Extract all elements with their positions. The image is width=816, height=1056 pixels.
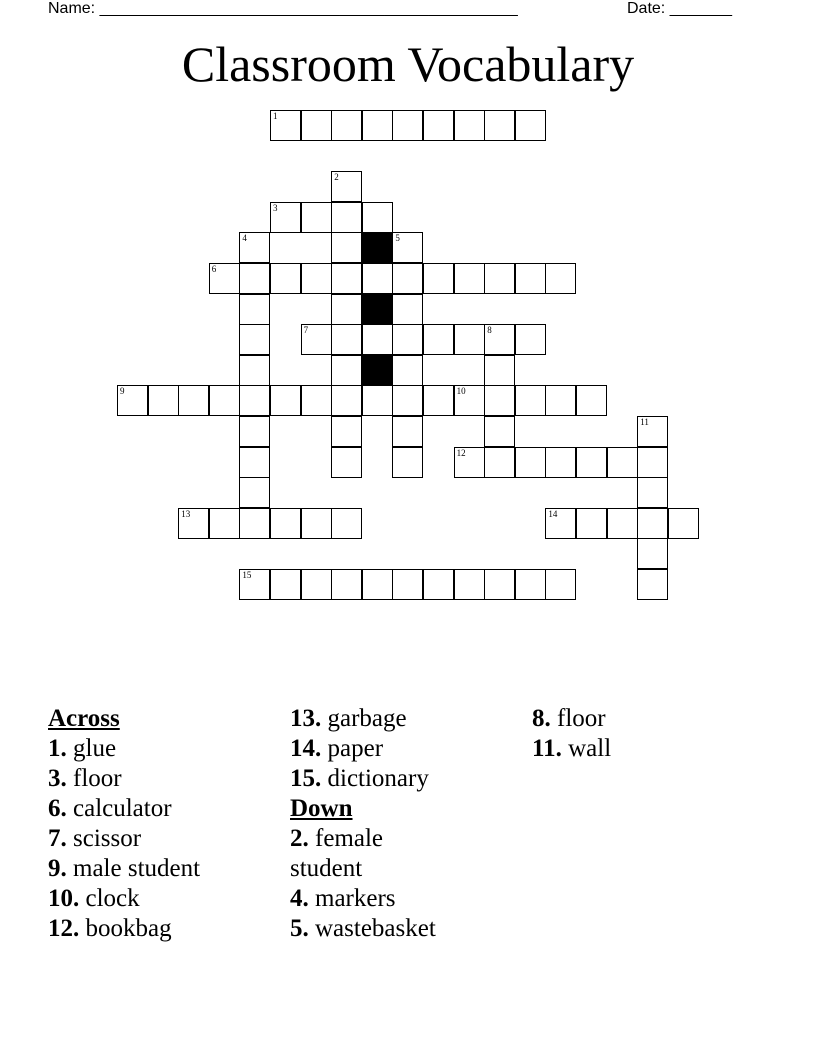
clue-number-label: 1: [273, 111, 278, 121]
grid-cell[interactable]: [545, 385, 576, 416]
clue-across-14: [290, 734, 520, 764]
grid-cell[interactable]: [331, 355, 362, 386]
grid-cell[interactable]: [515, 569, 546, 600]
grid-cell[interactable]: [270, 385, 301, 416]
grid-cell[interactable]: [545, 569, 576, 600]
grid-cell[interactable]: [454, 110, 485, 141]
grid-cell[interactable]: [484, 569, 515, 600]
clue-number-label: 14: [548, 508, 558, 519]
grid-cell[interactable]: [239, 355, 270, 386]
clue-text: floor: [73, 765, 122, 792]
clue-down-2: [290, 824, 440, 884]
grid-cell[interactable]: [331, 508, 362, 539]
grid-cell[interactable]: [301, 110, 332, 141]
grid-cell[interactable]: [362, 324, 393, 355]
grid-cell[interactable]: [239, 569, 270, 600]
grid-cell[interactable]: [331, 385, 362, 416]
clue-number-label: 6: [211, 264, 217, 274]
clue-number-label: 13: [181, 508, 191, 519]
grid-cell[interactable]: [423, 324, 454, 355]
clue-number: 15.: [290, 765, 322, 792]
clue-number-label: 9: [120, 386, 125, 397]
clue-text: garbage: [327, 705, 407, 732]
grid-cell[interactable]: [392, 232, 423, 263]
grid-cell[interactable]: [239, 263, 270, 294]
clue-column-3: [532, 704, 762, 764]
clue-text: floor: [557, 705, 606, 732]
clue-number: 7.: [48, 825, 67, 852]
grid-cell[interactable]: [239, 508, 270, 539]
grid-cell[interactable]: [331, 110, 362, 141]
name-field: Name: _______________________________________________: [48, 0, 518, 17]
clue-text: scissor: [73, 825, 142, 852]
clue-across-13: [290, 704, 520, 734]
clue-text: glue: [73, 735, 117, 762]
grid-cell[interactable]: [637, 477, 668, 508]
grid-cell[interactable]: [301, 202, 332, 233]
grid-cell[interactable]: [515, 447, 546, 478]
grid-cell[interactable]: [331, 232, 362, 263]
grid-cell[interactable]: [484, 385, 515, 416]
grid-cell[interactable]: [331, 447, 362, 478]
clue-number-label: 8: [487, 325, 492, 336]
clue-number: 9.: [48, 855, 67, 882]
grid-cell[interactable]: [637, 416, 668, 447]
clue-number: 13.: [290, 705, 322, 732]
clue-number-label: 11: [640, 417, 649, 427]
clue-number-label: 2: [334, 172, 339, 183]
grid-cell[interactable]: [148, 385, 179, 416]
grid-cell[interactable]: [331, 202, 362, 233]
clue-across-9: [48, 854, 278, 884]
grid-cell[interactable]: [423, 385, 454, 416]
clue-text: wall: [568, 735, 612, 762]
grid-cell[interactable]: [515, 324, 546, 355]
grid-cell[interactable]: [178, 385, 209, 416]
grid-cell[interactable]: [607, 447, 638, 478]
grid-cell[interactable]: [484, 416, 515, 447]
clue-number-label: 15: [242, 570, 252, 580]
clue-across-12: [48, 914, 278, 944]
clue-number: 4.: [290, 885, 309, 912]
grid-cell[interactable]: [392, 416, 423, 447]
grid-cell[interactable]: [301, 385, 332, 416]
grid-cell[interactable]: [117, 385, 148, 416]
grid-cell[interactable]: [454, 385, 485, 416]
grid-cell[interactable]: [178, 508, 209, 539]
clue-number: 1.: [48, 735, 67, 762]
grid-cell[interactable]: [392, 110, 423, 141]
grid-block: [362, 294, 393, 325]
grid-cell[interactable]: [637, 538, 668, 569]
clue-text: female student: [290, 825, 384, 882]
clue-number-label: 4: [242, 233, 247, 244]
clue-text: wastebasket: [315, 915, 436, 942]
grid-cell[interactable]: [239, 416, 270, 447]
grid-cell[interactable]: [362, 263, 393, 294]
grid-cell[interactable]: [301, 324, 332, 355]
clue-text: paper: [327, 735, 384, 762]
grid-cell[interactable]: [637, 569, 668, 600]
date-field: Date: _______: [627, 0, 732, 17]
clue-text: clock: [85, 885, 140, 912]
grid-cell[interactable]: [484, 447, 515, 478]
grid-cell[interactable]: [331, 324, 362, 355]
grid-cell[interactable]: [392, 355, 423, 386]
grid-cell[interactable]: [331, 263, 362, 294]
clue-number: 12.: [48, 915, 80, 942]
clue-number: 10.: [48, 885, 80, 912]
grid-cell[interactable]: [576, 508, 607, 539]
grid-cell[interactable]: [270, 263, 301, 294]
grid-cell[interactable]: [637, 447, 668, 478]
grid-cell[interactable]: [301, 263, 332, 294]
grid-cell[interactable]: [392, 294, 423, 325]
clue-number: 2.: [290, 825, 309, 852]
grid-cell[interactable]: [545, 447, 576, 478]
clue-number: 3.: [48, 765, 67, 792]
across-heading: Across: [48, 705, 120, 732]
grid-cell[interactable]: [668, 508, 699, 539]
clue-across-6: [48, 794, 278, 824]
grid-cell[interactable]: [239, 447, 270, 478]
clue-number: 8.: [532, 705, 551, 732]
grid-cell[interactable]: [484, 263, 515, 294]
grid-cell[interactable]: [515, 263, 546, 294]
grid-cell[interactable]: [392, 569, 423, 600]
clue-number: 6.: [48, 795, 67, 822]
grid-cell[interactable]: [515, 385, 546, 416]
grid-cell[interactable]: [209, 263, 240, 294]
clue-number-label: 10: [456, 386, 466, 397]
clue-number: 14.: [290, 735, 322, 762]
grid-cell[interactable]: [362, 202, 393, 233]
grid-cell[interactable]: [545, 263, 576, 294]
clue-across-7: [48, 824, 278, 854]
clue-down-5: [290, 914, 520, 944]
page-title: Classroom Vocabulary: [181, 36, 635, 92]
grid-cell[interactable]: [362, 110, 393, 141]
grid-cell[interactable]: [637, 508, 668, 539]
grid-cell[interactable]: [423, 263, 454, 294]
grid-cell[interactable]: [270, 508, 301, 539]
grid-cell[interactable]: [239, 477, 270, 508]
grid-cell[interactable]: [576, 447, 607, 478]
grid-block: [362, 355, 393, 386]
grid-cell[interactable]: [239, 385, 270, 416]
grid-cell[interactable]: [362, 385, 393, 416]
clue-number-label: 5: [395, 233, 400, 244]
clue-number-label: 7: [303, 325, 309, 336]
clue-column-1: [48, 704, 278, 944]
grid-cell[interactable]: [576, 385, 607, 416]
grid-cell[interactable]: [270, 569, 301, 600]
grid-cell[interactable]: [484, 110, 515, 141]
grid-cell[interactable]: [331, 294, 362, 325]
clue-text: bookbag: [85, 915, 172, 942]
clue-number: 5.: [290, 915, 309, 942]
clue-down-11: [532, 734, 762, 764]
grid-cell[interactable]: [392, 385, 423, 416]
grid-cell[interactable]: [209, 385, 240, 416]
clue-text: dictionary: [327, 765, 429, 792]
down-heading: Down: [290, 795, 353, 822]
clue-number: 11.: [532, 735, 562, 762]
grid-cell[interactable]: [331, 416, 362, 447]
clue-across-15: [290, 764, 520, 794]
grid-cell[interactable]: [392, 324, 423, 355]
grid-cell[interactable]: [392, 447, 423, 478]
grid-cell[interactable]: [239, 232, 270, 263]
clue-across-10: [48, 884, 278, 914]
clue-column-2: [290, 704, 520, 944]
clue-down-8: [532, 704, 762, 734]
grid-cell[interactable]: [545, 508, 576, 539]
grid-block: [362, 232, 393, 263]
clue-text: calculator: [73, 795, 172, 822]
clue-number-label: 3: [273, 202, 278, 213]
clue-across-1: [48, 734, 278, 764]
grid-cell[interactable]: [454, 447, 485, 478]
grid-cell[interactable]: [515, 110, 546, 141]
grid-cell[interactable]: [301, 508, 332, 539]
grid-cell[interactable]: [484, 355, 515, 386]
clue-across-3: [48, 764, 278, 794]
grid-cell[interactable]: [423, 110, 454, 141]
grid-cell[interactable]: [392, 263, 423, 294]
clue-text: markers: [315, 885, 396, 912]
grid-cell[interactable]: [331, 569, 362, 600]
grid-cell[interactable]: [454, 324, 485, 355]
grid-cell[interactable]: [607, 508, 638, 539]
grid-cell[interactable]: [301, 569, 332, 600]
clue-text: male student: [73, 855, 201, 882]
clue-down-4: [290, 884, 520, 914]
grid-cell[interactable]: [270, 110, 301, 141]
grid-cell[interactable]: [454, 263, 485, 294]
grid-cell[interactable]: [331, 171, 362, 202]
grid-cell[interactable]: [454, 569, 485, 600]
clue-number-label: 12: [456, 447, 466, 458]
grid-cell[interactable]: [239, 294, 270, 325]
grid-cell[interactable]: [423, 569, 454, 600]
grid-cell[interactable]: [270, 202, 301, 233]
grid-cell[interactable]: [239, 324, 270, 355]
grid-cell[interactable]: [362, 569, 393, 600]
grid-cell[interactable]: [484, 324, 515, 355]
grid-cell[interactable]: [209, 508, 240, 539]
